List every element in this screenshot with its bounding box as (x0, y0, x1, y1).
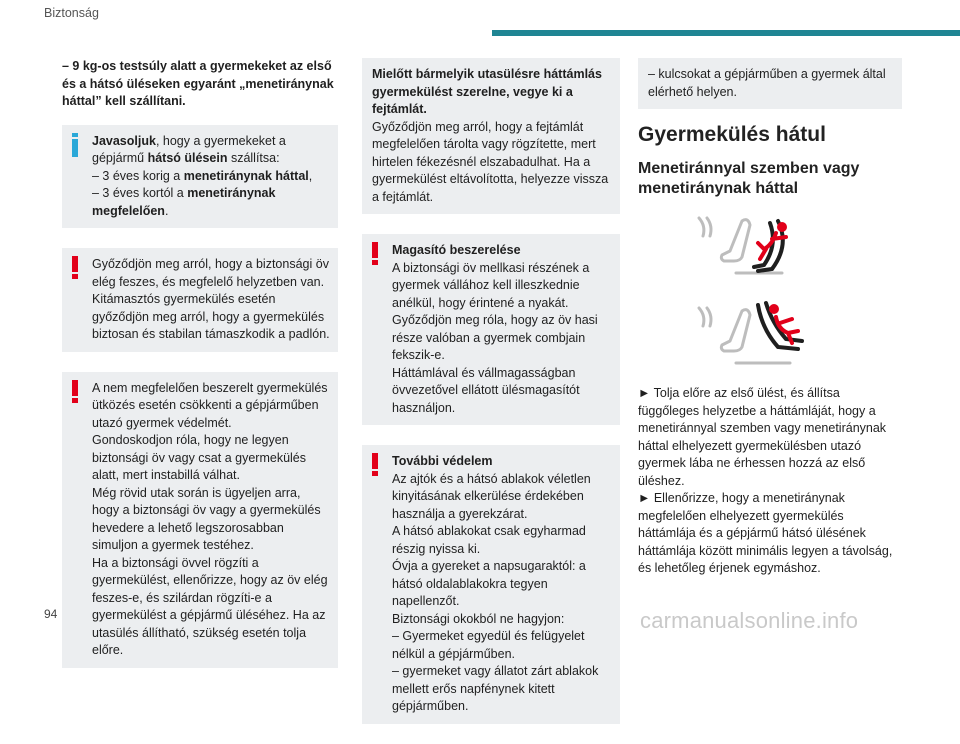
warning-text: A hátsó ablakokat csak egyharmad részig nyissa ki. (392, 524, 586, 556)
warning-icon (372, 453, 380, 476)
child-seat-icons (638, 209, 902, 379)
warning-text: Gondoskodjon róla, hogy ne legyen biztonsági öv vagy csat a gyermekülés alatt, mert instabillá válhat. (92, 433, 306, 482)
child-seat-diagram (638, 209, 902, 379)
info-list-item: – 3 éves kortól a menetiránynak megfelelően. (92, 186, 276, 218)
note-box (362, 58, 620, 214)
warning-text: A biztonsági öv mellkasi részének a gyermek vállához kell illeszkednie anélkül, hogy érintené a nyakát. (392, 260, 590, 310)
subsection-heading: Menetiránnyal szemben vagy menetiránynak háttal (638, 160, 860, 197)
warning-text: – Gyermeket egyedül és felügyelet nélkül a gépjárműben. (392, 629, 585, 661)
section-heading: Gyermekülés hátul (638, 123, 826, 146)
note-bold-text: Mielőtt bármelyik utasülésre háttámlás gyermekülést szerelne, vegye ki a fejtámlát. (372, 67, 602, 116)
warning-icon (372, 242, 380, 265)
warning-box (62, 372, 338, 668)
warning-text: Ha a biztonsági övvel rögzíti a gyermekülést, ellenőrizze, hogy az öv elég feszes-e, és szilárdan rögzíti-e a gyermekülést a gépjármű üléséhez. Ha az utasülés állítható, szükség esetén tolja előre. (92, 555, 328, 657)
warning-text: Óvja a gyereket a napsugaraktól: a hátsó oldalablakokra tegyen napellenzőt. (392, 559, 586, 608)
warning-box (362, 234, 620, 425)
column-2 (362, 58, 620, 744)
info-text: Javasoljuk, hogy a gyermekeket a gépjármű hátsó ülésein szállítsa: (92, 133, 286, 165)
warning-box (362, 445, 620, 724)
warning-text: Az ajtók és a hátsó ablakok véletlen kinyitásának elkerülése érdekében használja a gyerekzárat. (392, 471, 591, 521)
note-text: – kulcsokat a gépjárműben a gyermek által elérhető helyen. (648, 67, 886, 99)
warning-text: Még rövid utak során is ügyeljen arra, hogy a biztonsági öv vagy a gyermekülés hevedere a lehető legszorosabban simuljon a gyermek testéhez. (92, 485, 321, 552)
front-seat-forward-facing-child-seat-icon (699, 303, 802, 363)
warning-title: Magasító beszerelése (392, 243, 521, 257)
column-1 (62, 58, 338, 688)
instruction-paragraph: ► Tolja előre az első ülést, és állítsa függőleges helyzetbe a háttámláját, hogy a menetiránnyal szemben vagy menetiránynak háttal elhelyezett gyermekülésben utazó gyermek lába ne érhessen hozzá az első üléshez. (638, 386, 887, 488)
warning-text: Győződjön meg arról, hogy a biztonsági öv elég feszes, és megfelelő helyzetben van. (92, 257, 329, 289)
header-section-title: Biztonság (44, 6, 99, 20)
warning-title: További védelem (392, 454, 493, 468)
warning-text: Biztonsági okokból ne hagyjon: (392, 611, 565, 626)
note-box (638, 58, 902, 109)
warning-text: A nem megfelelően beszerelt gyermekülés ütközés esetén csökkenti a gépjárműben utazó gyermek védelmét. (92, 380, 328, 430)
warning-text: Kitámasztós gyermekülés esetén győződjön meg arról, hogy a gyermekülés biztosan és stabilan támaszkodik a padlón. (92, 292, 330, 341)
note-text: Győződjön meg arról, hogy a fejtámlát megfelelően tárolta vagy rögzítette, mert hirtelen fékezésnél elszabadulhat. Ha a gyermekülést eltávolította, helyezze vissza a fejtámlát. (372, 119, 609, 204)
warning-text: Háttámlával és vállmagasságban övvezetővel ellátott ülésmagasítót használjon. (392, 365, 580, 415)
warning-icon (72, 380, 80, 403)
intro-paragraph: – 9 kg-os testsúly alatt a gyermekeket az első és a hátsó üléseken egyaránt „menetiránynak háttal” kell szállítani. (62, 59, 334, 108)
warning-text: – gyermeket vagy állatot zárt ablakok mellett erős napfénynek kitett gépjárműben. (392, 664, 599, 713)
info-box (62, 125, 338, 229)
header-accent-bar (492, 30, 960, 36)
warning-box (62, 248, 338, 352)
front-seat-rear-facing-child-seat-icon (699, 218, 787, 273)
instruction-paragraph: ► Ellenőrizze, hogy a menetiránynak megfelelően elhelyezett gyermekülés háttámlája és a gépjármű hátsó ülésének háttámlája között minimális legyen a távolság, és lehetőleg érjenek egymáshoz. (638, 491, 893, 575)
column-3 (638, 58, 902, 578)
info-icon (72, 133, 80, 157)
warning-text: Győződjön meg róla, hogy az öv hasi része valóban a gyermek combjain fekszik-e. (392, 313, 598, 362)
watermark: carmanualsonline.info (640, 608, 859, 633)
warning-icon (72, 256, 80, 279)
page-number: 94 (44, 607, 58, 621)
info-list-item: – 3 éves korig a menetiránynak háttal, (92, 168, 313, 183)
